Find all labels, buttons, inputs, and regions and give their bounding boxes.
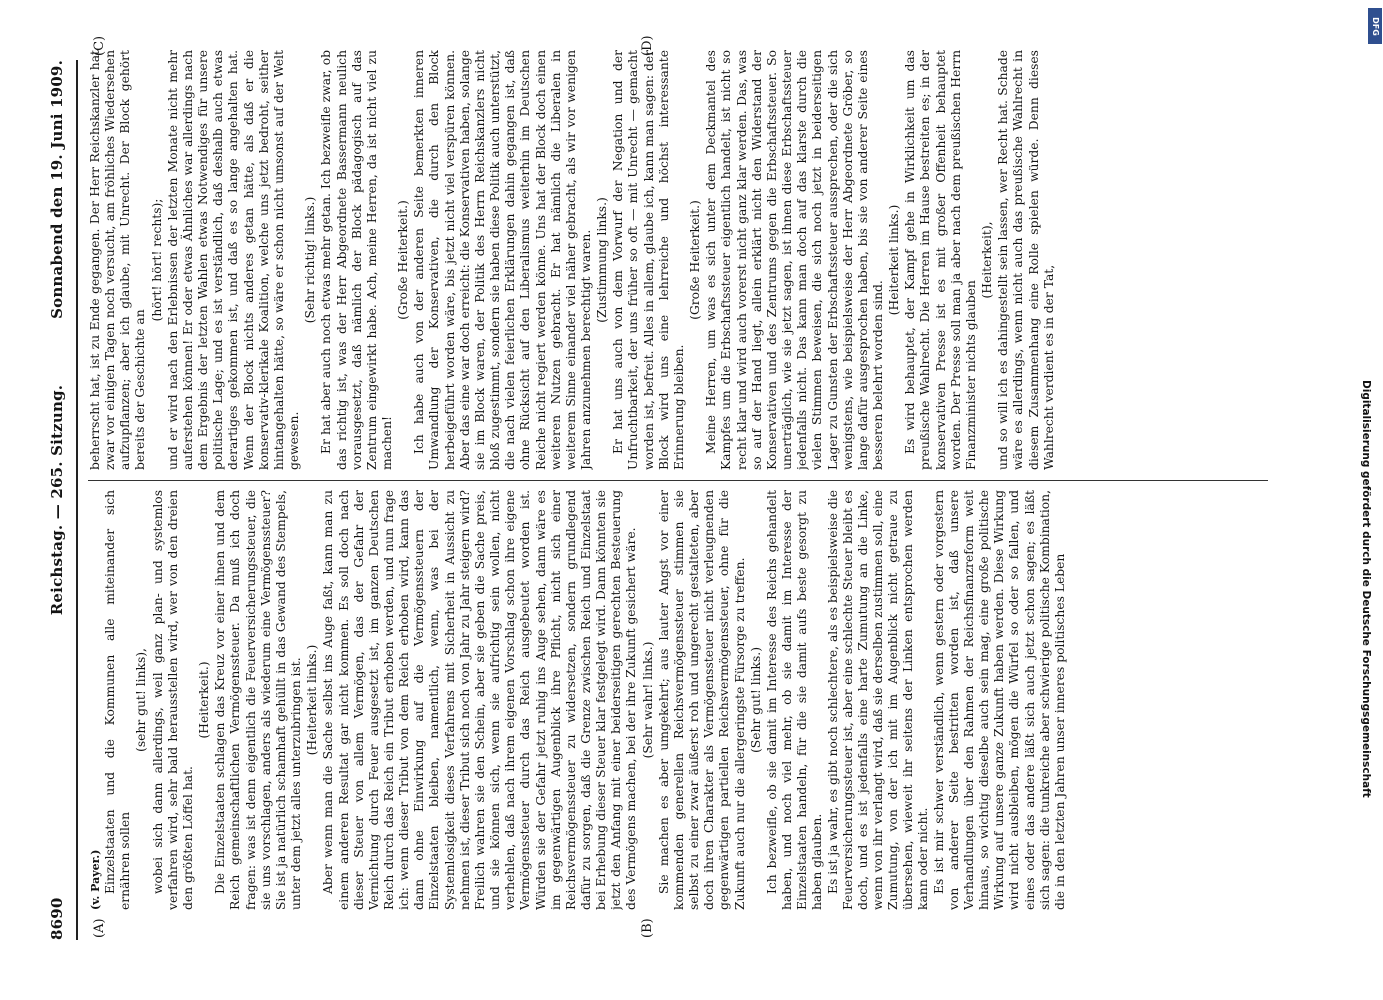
paragraph: Sie machen es aber umgekehrt; aus lauter Angst vor einer kommenden generellen Reichsvermögenssteuer stimmen sie selbst zu einer zwar äußerst roh und ungerecht gestalteten, aber doch ihren Charakter als Vermögenssteuer nicht verleugnenden gegenwärtigen partiellen Reichsvermögenssteuer, ohne für die Zukunft auch nur die allergeringste Fürsorge zu treffen.: [656, 490, 747, 910]
paragraph: und so will ich es dahingestellt sein lassen, wer Recht hat. Schade wäre es allerdings, wenn nicht auch das preußische Wahlrecht in diesem Zusammenhang eine Rolle spielen würde. Denn dieses Wahlrecht verdient es in der Tat,: [996, 50, 1056, 470]
interjection: (Heiterkeit links.): [305, 644, 320, 756]
paragraph: Es wird behauptet, der Kampf gehe in Wirklichkeit um das preußische Wahlrecht. Die Herren im Hause bestreiten es; in der konservativen Presse ist es mit großer Offenheit behauptet worden. Der Presse soll man ja aber nach dem preußischen Herrn Finanzminister nichts glauben: [903, 50, 978, 470]
paragraph: und er wird nach den Erlebnissen der letzten Monate nicht mehr auferstehen können! Er oder etwas Ähnliches war allerdings nach dem Ergebnis der letzten Wahlen etwas Notwendiges für unsere politische Lage; und es ist verständlich, daß deshalb auch etwas derartiges gekommen ist, und daß es so lange angehalten hat. Wenn der Block nichts anderes getan hätte, als daß er die konservativ-klerikale Koalition, welche uns jetzt bedroht, seither hintangehalten hätte, so wäre er schon nicht umsonst auf der Welt gewesen.: [165, 50, 302, 470]
paragraph: Aber wenn man die Sache selbst ins Auge faßt, kann man zu einem anderen Resultat gar nicht kommen. Es soll doch nach dieser Steuer von allem Vermögen, das der Gefahr der Vernichtung durch Feuer ausgesetzt ist, im ganzen Deutschen Reich durch das Reich ein Tribut erhoben werden, und nun frage ich: wenn dieser Tribut von dem Reich erhoben wird, kann das dann ohne Einwirkung auf die Vermögenssteuern der Einzelstaaten bleiben, namentlich, wenn, was bei der Systemlosigkeit dieses Verfahrens mit Sicherheit in Aussicht zu nehmen ist, dieser Tribut sich noch von Jahr zu Jahr steigern wird? Freilich wahren sie den Schein, aber sie geben die Sache preis, und sie können sich, wenn sie aufrichtig sein wollen, nicht verhehlen, daß nach ihrem eigenen Vorschlag schon ihre eigene Vermögenssteuer durch das Reich ausgebeutet worden ist. Würden sie der Gefahr jetzt ruhig ins Auge sehen, dann wäre es im gegenwärtigen Augenblick ihre Pflicht, nicht sich einer Reichsvermögenssteuer zu widersetzen, sondern grundlegend dafür zu sorgen, daß die Grenze zwischen Reich und Einzelstaat bei Erhebung dieser Steuer klar festgelegt wird. Dann könnten sie jetzt den Anfang mit einer beiderseitigen gerechten Besteuerung des Vermögens machen, bei der ihre Zukunft gesichert wäre.: [321, 490, 639, 910]
paragraph: Es ist mir schwer verständlich, wenn gestern oder vorgestern von anderer Seite bestritten worden ist, daß unsere Verhandlungen über den Rahmen der Reichsfinanzreform weit hinaus, so wichtig dieselbe auch sein mag, eine große politische Wirkung auf unsere ganze Zukunft haben werden. Diese Wirkung wird nicht ausbleiben, mögen die Würfel so oder so fallen, und eines oder das andere läßt sich auch jetzt schon sagen; es läßt sich sagen: die tunkreiche aber schwierige politische Kombination, die in den letzten Jahren unser inneres politisches Leben: [931, 490, 1067, 910]
interjection: (Heiterkeit.): [197, 661, 212, 739]
paragraph: wobei sich dann allerdings, weil ganz plan- und systemlos verfahren wird, sehr bald herausstellen wird, wer von den dreien den größten Löffel hat.: [150, 490, 195, 910]
interjection: (sehr gut! links),: [134, 648, 149, 752]
paragraph: Meine Herren, um was es sich unter dem Deckmantel des Kampfes um die Erbschaftssteuer eigentlich handelt, ist nicht so recht klar und wird auch vorerst nicht ganz klar werden. Das, was so auf der Hand liegt, allein erklärt nicht den Widerstand der Konservativen und des Zentrums gegen die Erbschaftssteuer. So unerträglich, wie sie jetzt sagen, ist ihnen diese Erbschaftssteuer jedenfalls nicht. Das kann man doch auf das klarste durch die vielen Stimmen beweisen, die sich noch jetzt in beiderseitigen Lager zu Gunsten der Erbschaftssteuer aussprechen, oder die sich wenigstens, wie beispielsweise der Herr Abgeordnete Gröber, so lange dafür ausgesprochen haben, bis sie von anderer Seite eines besseren belehrt worden sind.: [704, 50, 885, 470]
digitization-credit: [1352, 10, 1378, 1000]
interjection: (Heiterkeit),: [980, 221, 995, 299]
interjection: (Heiterkeit links.): [887, 204, 902, 316]
paragraph: Einzelstaaten und die Kommunen alle miteinander sich ernähren sollen: [103, 490, 133, 910]
session-title: Reichstag. — 265. Sitzung.: [48, 384, 66, 616]
credit-text: Digitalisierung gefördert durch die Deutsche Forschungsgemeinschaft: [1360, 380, 1372, 798]
paragraph: Ich habe auch von der anderen Seite bemerkten inneren Umwandlung der Konservativen, die durch den Block herbeigeführt worden wäre, bis jetzt nicht viel verspüren können. Aber das eine war doch erreicht: die Konservativen haben, solange sie im Block waren, der Politik des Herrn Reichskanzlers nicht bloß zugestimmt, sondern sie haben diese Politik auch unterstützt, die nach vielen feierlichen Erklärungen dahin gegangen ist, daß ohne Rücksicht auf den Liberalismus weiterhin im Deutschen Reiche nicht regiert werden könne. Uns hat der Block doch einen weiteren Nutzen gebracht. Er hat nämlich die Liberalen in weiterem Sinne einander viel näher gebracht, als wir vor wenigen Jahren anzunehmen berechtigt waren.: [412, 50, 593, 470]
paragraph: beherrscht hat, ist zu Ende gegangen. Der Herr Reichskanzler hat zwar vor einigen Tagen noch versucht, am fröhliches Wiedersehen aufzupflanzen; aber ich glaube, mit Unrecht. Der Block gehört bereits der Geschichte an: [88, 50, 148, 470]
page-header: [48, 60, 70, 940]
interjection: (Sehr wahr! links.): [640, 641, 655, 759]
speaker-label: (v. Payer.): [89, 849, 102, 910]
interjection: (hört! hört! rechts);: [149, 198, 164, 322]
interjection: (Sehr richtig! links.): [303, 196, 318, 324]
paragraph: Ich bezweifle, ob sie damit im Interesse des Reichs gehandelt haben, und noch viel mehr, ob sie damit im Interesse der Einzelstaaten handeln, für die sie damit aufs beste gesorgt zu haben glauben.: [764, 490, 825, 910]
left-column: [88, 490, 1268, 910]
paragraph: Es ist ja wahr, es gibt noch schlechtere, als es beispielsweise die Feuerversicherungssteuer ist, aber eine schlechte Steuer bleibt es doch, und es ist jedenfalls eine harte Zumutung an die Linke, wenn von ihr verlangt wird, daß sie derselben zustimmen soll, eine Zumutung, von der ich mit im Augenblick nicht getraue zu übersehen, wieweit ihr seitens der Linken entsprochen werden kann oder nicht.: [825, 490, 931, 910]
margin-mark-b: (B): [640, 918, 655, 938]
page-number: 8690: [48, 897, 66, 940]
interjection: (Zustimmung links.): [595, 197, 610, 323]
session-date: Sonnabend den 19. Juni 1909.: [48, 60, 66, 319]
margin-mark-c: (C): [92, 35, 107, 56]
right-column: [88, 50, 1268, 470]
interjection: (Große Heiterkeit.): [688, 200, 703, 320]
margin-mark-d: (D): [640, 35, 655, 56]
paragraph: Die Einzelstaaten schlagen das Kreuz vor einer ihnen und dem Reich gemeinschaftlichen Vermögenssteuer. Da muß ich doch fragen: was ist denn eigentlich die Feuerversicherungssteuer, die sie uns vorschlagen, anders als wiederum eine Vermögenssteuer? Sie ist ja natürlich schamhaft gehüllt in das Gewand des Stempels, unter dem jetzt alles unterzubringen ist.: [213, 490, 304, 910]
paragraph: Er hat aber auch noch etwas mehr getan. Ich bezweifle zwar, ob das richtig ist, was der Herr Abgeordnete Bassermann neulich vorausgesetzt, daß nämlich der Block pädagogisch auf das Zentrum eingewirkt habe. Ach, meine Herren, da ist nicht viel zu machen!: [319, 50, 394, 470]
interjection: (Große Heiterkeit.): [396, 200, 411, 320]
interjection: (Sehr gut! links.): [748, 646, 763, 754]
header-rule: [76, 60, 78, 940]
column-divider: [88, 480, 1268, 481]
dfg-logo-text: DFG: [1370, 16, 1380, 36]
paragraph: Er hat uns auch von dem Vorwurf der Negation und der Unfruchtbarkeit, der uns früher so oft — mit Unrecht — gemacht worden ist, befreit. Alles in allem, glaube ich, kann man sagen: der Block wird uns eine lehrreiche und höchst interessante Erinnerung bleiben.: [611, 50, 686, 470]
margin-mark-a: (A): [92, 918, 107, 938]
